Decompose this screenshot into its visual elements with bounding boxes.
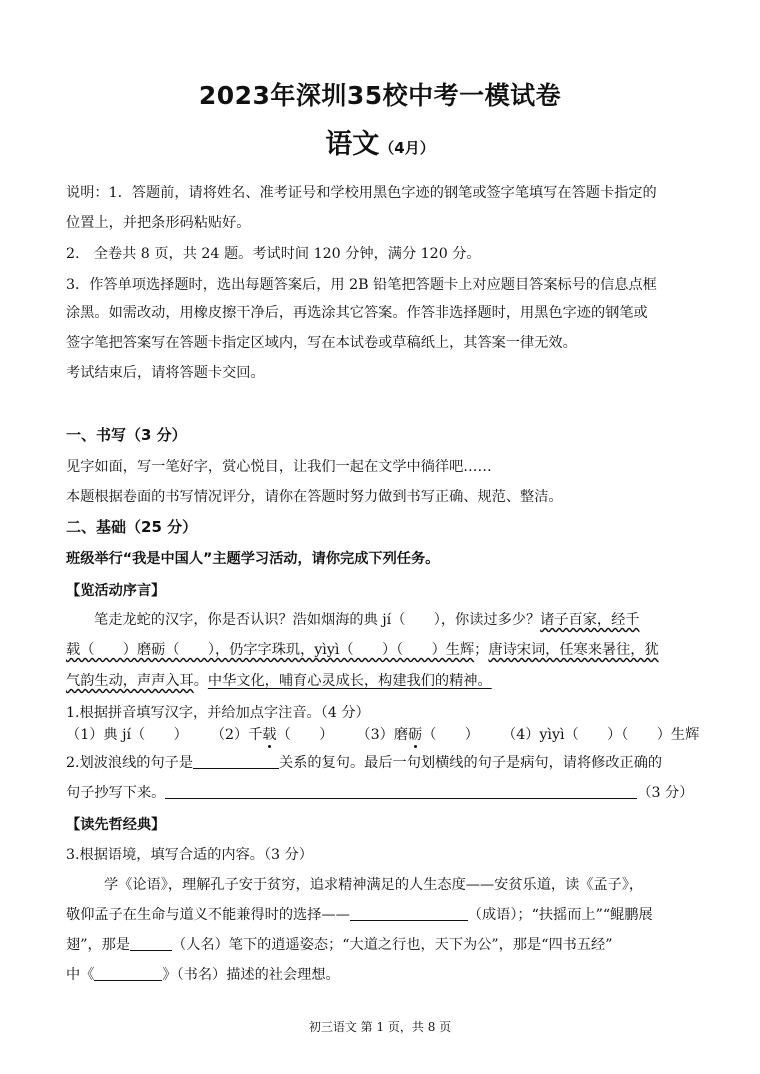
passage-line-1	[94, 610, 694, 630]
q3-text: 》（书名）描述的社会理想。	[162, 967, 340, 983]
q3-text: 翅”，那是	[66, 937, 131, 953]
passage-line-3	[66, 671, 696, 691]
wavy-sentence-part: 载（ ）磨砺（ ），仍字字珠玑，yìyì（ ）（ ）生辉	[66, 642, 475, 658]
dotted-char: 砺	[408, 727, 423, 743]
page-footer: 初三语文 第 1 页，共 8 页	[308, 1020, 452, 1034]
dotted-char: 载	[262, 727, 277, 743]
instruction-line-4: 3．作答单项选择题时，选出每题答案后，用 2B 铅笔把答题卡上对应题目答案标号的信息点框	[66, 277, 657, 293]
instruction-line-3: 2. 全卷共 8 页，共 24 题。考试时间 120 分钟，满分 120 分。	[66, 246, 481, 262]
section2-heading: 二、基础（25 分）	[66, 518, 198, 536]
q1-item-3-blank: （ ）	[422, 727, 479, 743]
answer-blank[interactable]	[130, 936, 172, 951]
answer-blank[interactable]	[94, 966, 162, 981]
q1-item-2	[211, 727, 334, 743]
answer-blank[interactable]	[350, 906, 468, 921]
question-3: 3.根据语境，填写合适的内容。（3 分）	[66, 847, 313, 863]
q3-text: 敬仰孟子在生命与道义不能兼得时的选择——	[66, 907, 350, 923]
underlined-sentence: 中华文化，哺育心灵成长，构建我们的精神。	[207, 673, 492, 689]
q1-item-4: （4）yìyì（ ）（ ）生辉	[502, 727, 700, 743]
q3-text: 中《	[66, 967, 95, 983]
answer-blank[interactable]	[165, 784, 637, 799]
passage-text: ；	[474, 642, 489, 658]
q1-item-3	[356, 727, 479, 743]
passage-text: 笔走龙蛇的汉字，你是否认识？浩如烟海的典 jí（ ），你读过多少？	[94, 612, 541, 628]
question-1: 1.根据拼音填写汉字，并给加点字注音。（4 分）	[66, 705, 370, 721]
instruction-line-1: 说明：1．答题前，请将姓名、准考证号和学校用黑色字迹的钢笔或签字笔填写在答题卡指定的	[66, 185, 657, 201]
q3-para-line-3	[66, 935, 696, 955]
part2-heading: 【读先哲经典】	[66, 817, 166, 833]
question-2-line-2	[66, 783, 696, 803]
exam-title: 2023年深圳35校中考一模试卷	[198, 81, 562, 110]
q3-para-line-2	[66, 905, 696, 925]
q2-text: 2.划波浪线的句子是	[66, 755, 194, 771]
q2-score: （3 分）	[637, 785, 694, 801]
passage-text: 。	[193, 673, 208, 689]
section2-intro: 班级举行“我是中国人”主题学习活动，请你完成下列任务。	[66, 551, 440, 567]
wavy-sentence-part: 唐诗宋词，任寒来暑往，犹	[488, 642, 659, 658]
wavy-sentence-part: 诸子百家，经千	[540, 612, 640, 628]
q3-para-line-1: 学《论语》，理解孔子安于贫穷，追求精神满足的人生态度——安贫乐道，读《孟子》，	[104, 877, 644, 893]
q2-text: 关系的复句。最后一句划横线的句子是病句，请将修改正确的	[279, 755, 663, 771]
q1-item-2-prefix: （2）千	[210, 727, 263, 743]
section1-heading: 一、书写（3 分）	[66, 426, 187, 444]
subject-title	[0, 122, 760, 161]
instruction-line-6: 签字笔把答案写在答题卡指定区域内，写在本试卷或草稿纸上，其答案一律无效。	[66, 335, 577, 351]
q1-item-1: （1）典 jí（ ）	[66, 727, 188, 743]
q3-text: （人名）笔下的逍遥姿态；“大道之行也，天下为公”，那是“四书五经”	[172, 937, 613, 953]
passage-line-2	[66, 640, 696, 660]
section1-line-1: 见字如面，写一笔好字，赏心悦目，让我们一起在文学中徜徉吧……	[66, 459, 492, 475]
answer-blank[interactable]	[193, 754, 279, 769]
instruction-line-2: 位置上，并把条形码粘贴好。	[66, 215, 251, 231]
subject-note: （4月）	[379, 139, 435, 157]
wavy-sentence-part: 气韵生动，声声入耳	[66, 673, 194, 689]
q3-para-line-4	[66, 965, 696, 985]
q2-text: 句子抄写下来。	[66, 785, 166, 801]
instruction-line-7: 考试结束后，请将答题卡交回。	[66, 365, 265, 381]
part1-heading: 【览活动序言】	[66, 583, 166, 599]
section1-line-2: 本题根据卷面的书写情况评分，请你在答题时努力做到书写正确、规范、整洁。	[66, 489, 563, 505]
question-1-items	[66, 725, 700, 745]
instruction-line-5: 涂黑。如需改动，用橡皮擦干净后，再选涂其它答案。作答非选择题时，用黑色字迹的钢笔或	[66, 305, 648, 321]
q3-text: （成语）；“扶摇而上”“鲲鹏展	[467, 907, 653, 923]
q1-item-2-blank: （ ）	[276, 727, 334, 743]
question-2-line-1	[66, 753, 696, 773]
subject-name: 语文	[325, 129, 380, 160]
q1-item-3-prefix: （3）磨	[356, 727, 409, 743]
